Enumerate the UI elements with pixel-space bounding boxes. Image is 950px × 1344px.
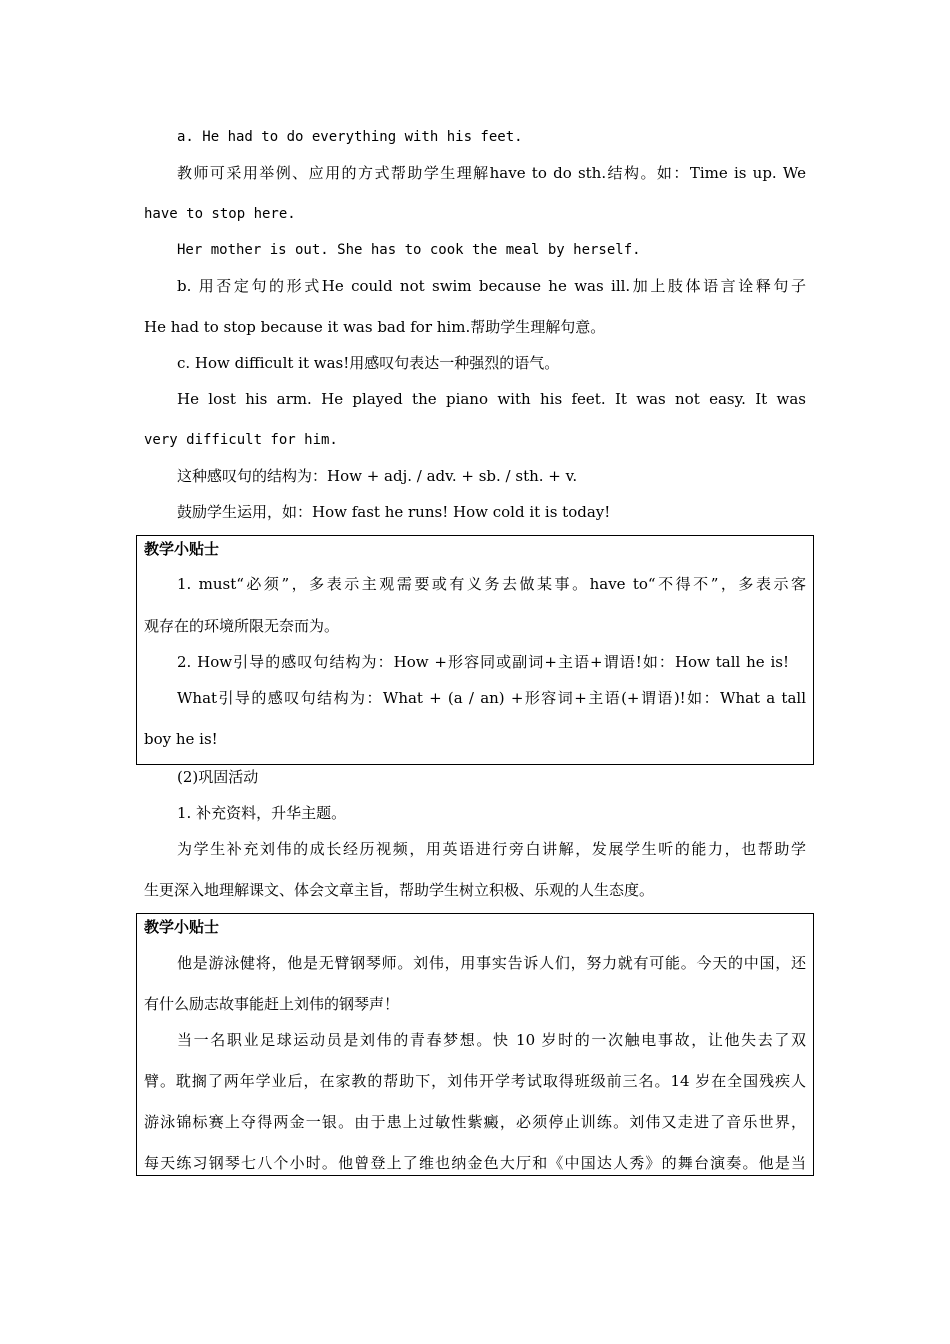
- text-line: have to stop here.: [144, 206, 296, 222]
- tip-text: 每天练习钢琴七八个小时。他曾登上了维也纳金色大厅和《中国达人秀》的舞台演奏。他是当: [144, 1154, 806, 1172]
- section-heading: (2)巩固活动: [177, 768, 259, 786]
- text-line: a. He had to do everything with his feet.: [177, 129, 523, 145]
- text-line: He lost his arm. He played the piano with his feet. It was not easy. It was: [177, 390, 806, 408]
- text-line: 这种感叹句的结构为：How + adj. / adv. + sb. / sth. + v.: [177, 467, 578, 485]
- text-line: 教师可采用举例、应用的方式帮助学生理解have to do sth.结构。如：Time is up. We: [177, 164, 806, 182]
- text-line: He had to stop because it was bad for him.帮助学生理解句意。: [144, 318, 606, 336]
- text-line: 1. 补充资料，升华主题。: [177, 804, 347, 822]
- tip-text: 有什么励志故事能赶上刘伟的钢琴声！: [144, 995, 400, 1013]
- tip-text: 2. How引导的感叹句结构为：How +形容同或副词+主语+谓语!如：How tall he is!: [177, 653, 789, 671]
- tip-text: boy he is!: [144, 730, 218, 748]
- text-line: Her mother is out. She has to cook the meal by herself.: [177, 242, 641, 258]
- text-line: c. How difficult it was!用感叹句表达一种强烈的语气。: [177, 354, 560, 372]
- tip-title: 教学小贴士: [144, 540, 220, 558]
- tip-text: 他是游泳健将，他是无臂钢琴师。刘伟，用事实告诉人们，努力就有可能。今天的中国，还: [177, 954, 806, 972]
- text-line: b. 用否定句的形式He could not swim because he was ill.加上肢体语言诠释句子: [177, 277, 806, 295]
- text-line: 鼓励学生运用，如：How fast he runs! How cold it is today!: [177, 503, 611, 521]
- tip-text: 1. must“必须”，多表示主观需要或有义务去做某事。have to“不得不”，多表示客: [177, 575, 806, 593]
- text-line: 生更深入地理解课文、体会文章主旨，帮助学生树立积极、乐观的人生态度。: [144, 881, 655, 899]
- tip-text: 臂。耽搁了两年学业后，在家教的帮助下，刘伟开学考试取得班级前三名。14 岁在全国残疾人: [144, 1072, 806, 1090]
- tip-text: What引导的感叹句结构为：What + (a / an) +形容词+主语(+谓语)!如：What a tall: [177, 689, 806, 707]
- tip-text: 当一名职业足球运动员是刘伟的青春梦想。快 10 岁时的一次触电事故，让他失去了双: [177, 1031, 806, 1049]
- text-line: 为学生补充刘伟的成长经历视频，用英语进行旁白讲解，发展学生听的能力，也帮助学: [177, 840, 806, 858]
- tip-title: 教学小贴士: [144, 918, 220, 936]
- tip-text: 观存在的环境所限无奈而为。: [144, 617, 340, 635]
- teaching-tip-box: [136, 535, 814, 765]
- text-line: very difficult for him.: [144, 432, 338, 448]
- tip-text: 游泳锦标赛上夺得两金一银。由于患上过敏性紫癜，必须停止训练。刘伟又走进了音乐世界，: [144, 1113, 806, 1131]
